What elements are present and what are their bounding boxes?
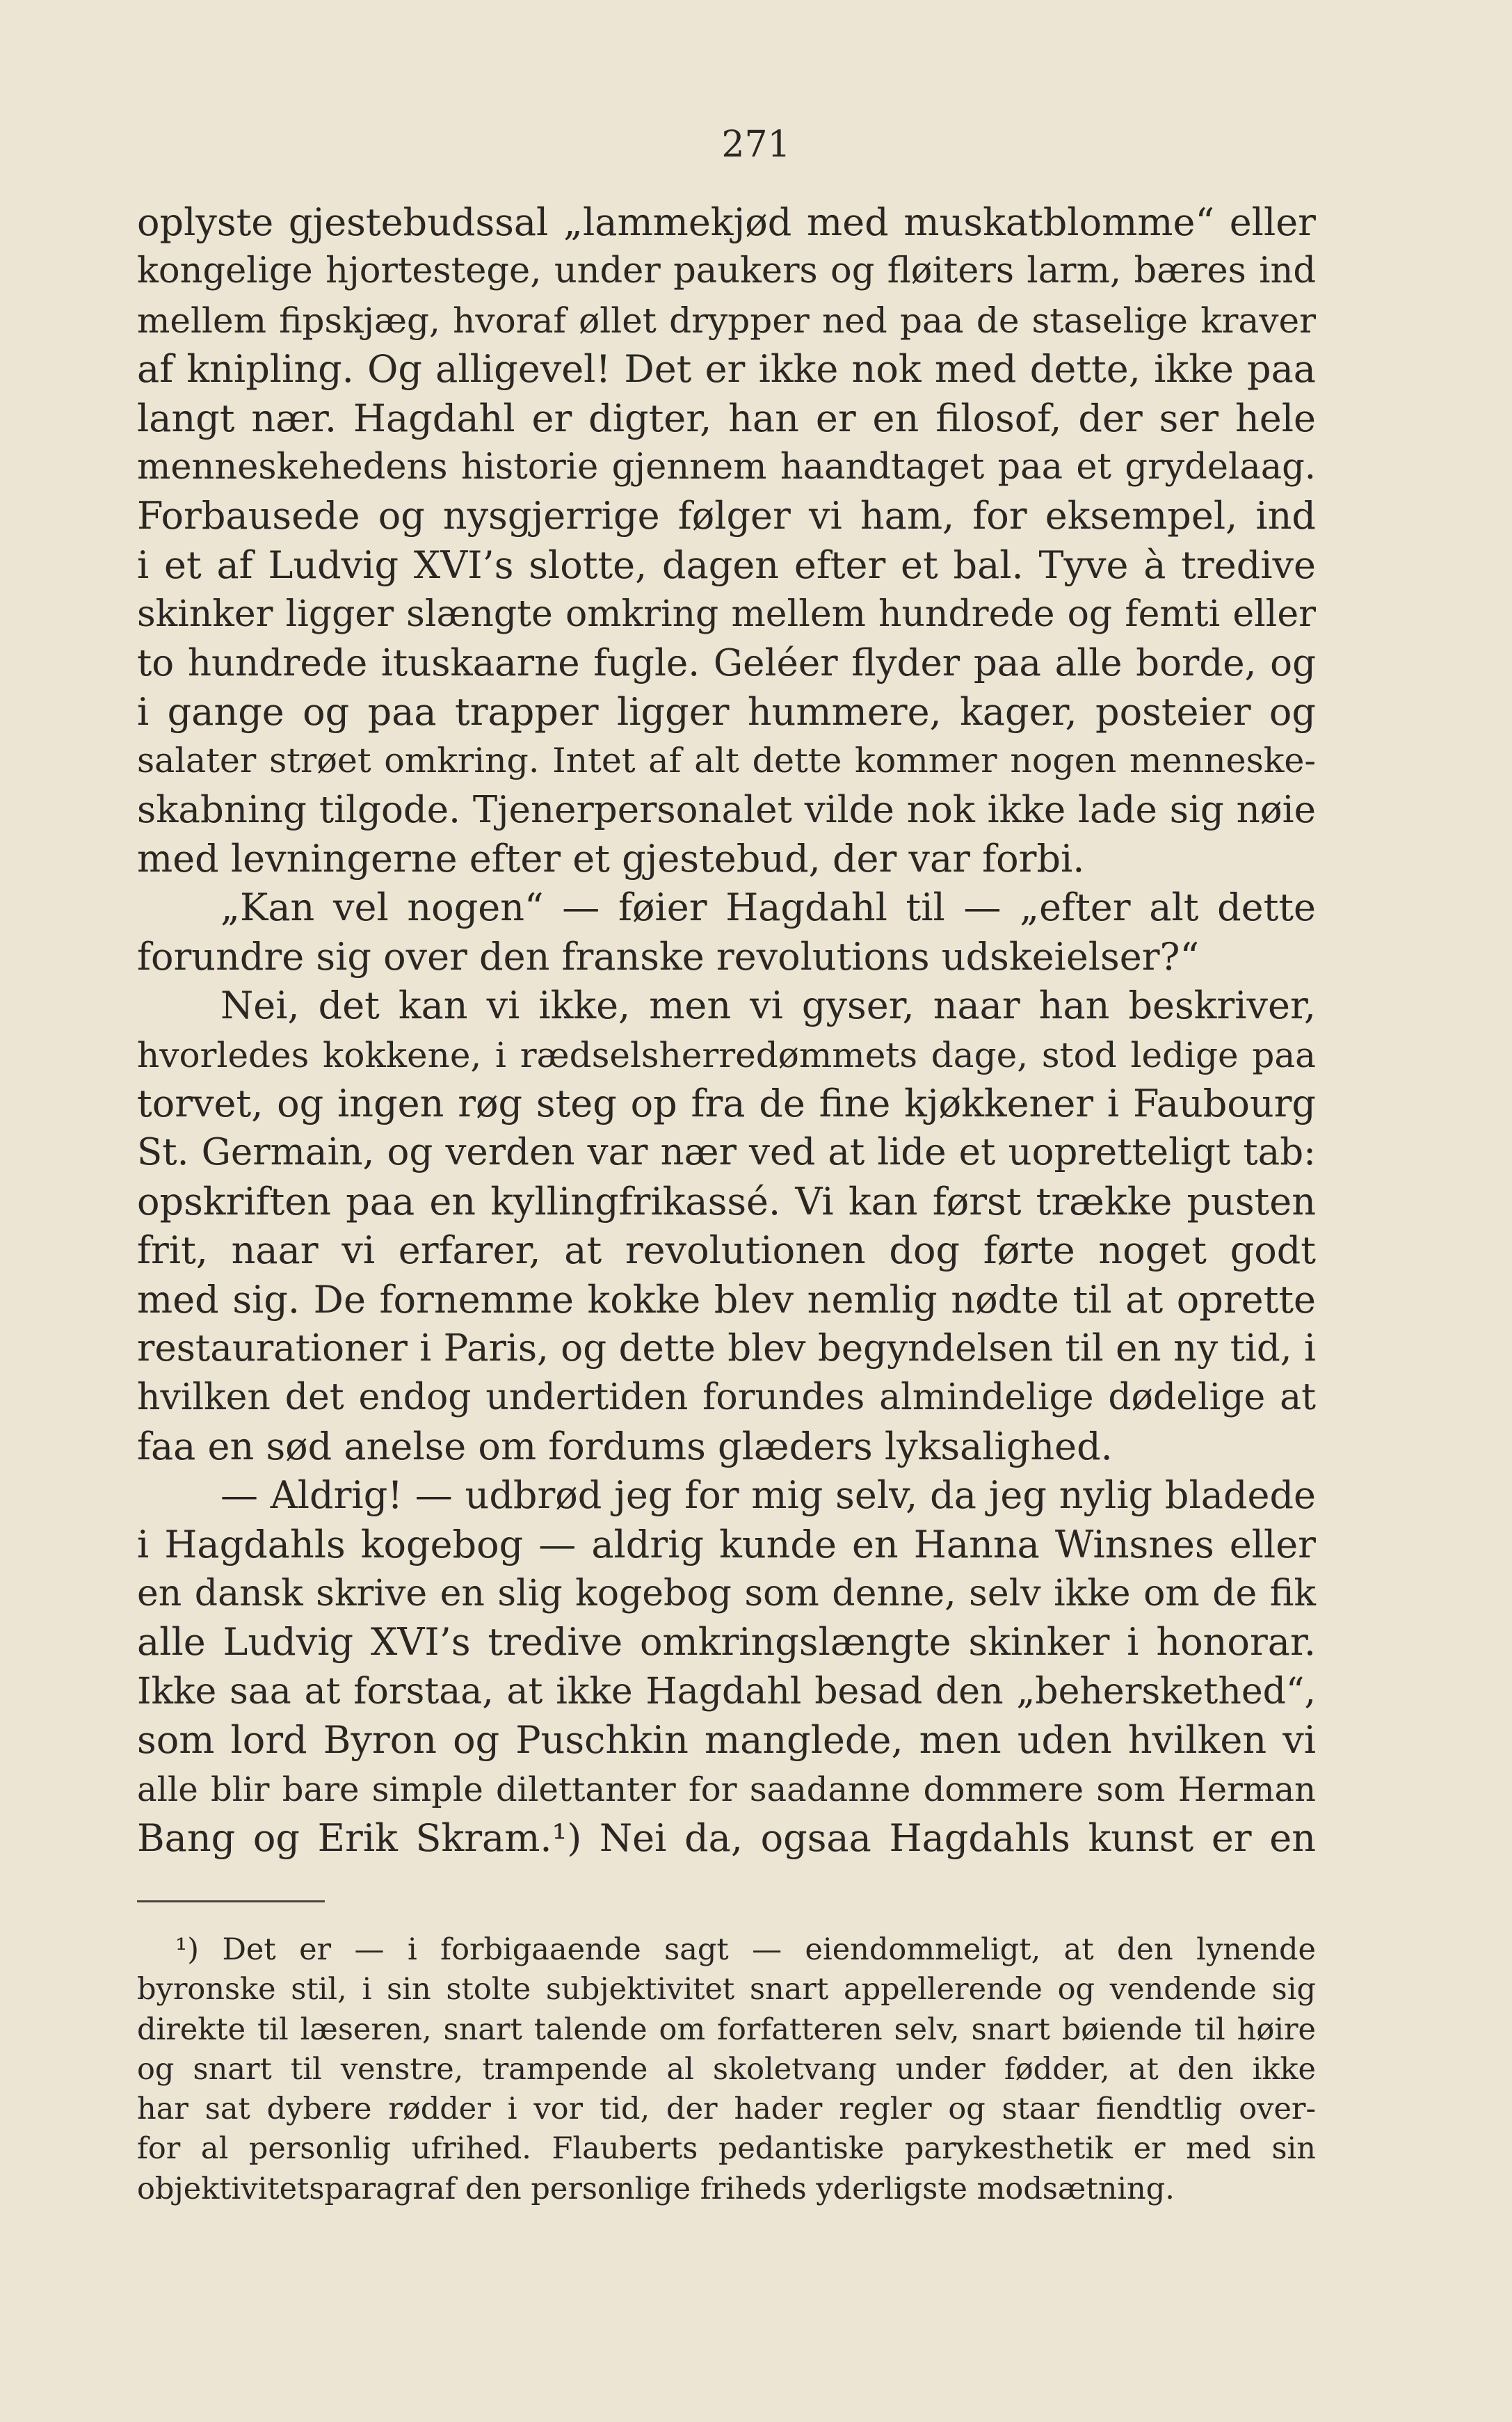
- footnote: [137, 1930, 1316, 2209]
- text-line: Nei, det kan vi ikke, men vi gyser, naar han beskriver,: [220, 984, 1316, 1028]
- text-line: faa en sød anelse om fordums glæders lyksalighed.: [137, 1424, 1113, 1468]
- text-line: torvet, og ingen røg steg op fra de fine kjøkkener i Faubourg: [137, 1082, 1316, 1126]
- text-line: med sig. De fornemme kokke blev nemlig nødte til at oprette: [137, 1277, 1316, 1322]
- text-line: oplyste gjestebudssal „lammekjød med muskatblomme“ eller: [137, 200, 1316, 244]
- footnote-line: for al personlig ufrihed. Flauberts pedantiske parykesthetik er med sin: [137, 2131, 1316, 2167]
- footnote-line: byronske stil, i sin stolte subjektivitet snart appellerende og vendende sig: [137, 1972, 1316, 2007]
- footnote-line: har sat dybere rødder i vor tid, der hader regler og staar fiendtlig over-: [137, 2092, 1316, 2127]
- page-number: 271: [721, 124, 791, 166]
- text-line: alle Ludvig XVI’s tredive omkringslængte skinker i honorar.: [137, 1620, 1316, 1665]
- text-line: med levningerne efter et gjestebud, der var forbi.: [137, 837, 1085, 881]
- text-line: hvilken det endog undertiden forundes almindelige dødelige at: [137, 1377, 1316, 1419]
- main-text: [137, 198, 1316, 1863]
- text-line: St. Germain, og verden var nær ved at lide et uopretteligt tab:: [137, 1131, 1316, 1174]
- footnote-line: direkte til læseren, snart talende om forfatteren selv, snart bøiende til høire: [137, 2012, 1316, 2047]
- text-line: opskriften paa en kyllingfrikassé. Vi kan først trække pusten: [137, 1179, 1316, 1224]
- text-line: Ikke saa at forstaa, at ikke Hagdahl besad den „beherskethed“,: [137, 1670, 1316, 1713]
- text-line: alle blir bare simple dilettanter for saadanne dommere som Herman: [137, 1770, 1316, 1809]
- text-line: Bang og Erik Skram.¹) Nei da, ogsaa Hagdahls kunst er en: [137, 1815, 1316, 1860]
- text-line: to hundrede ituskaarne fugle. Geléer flyder paa alle borde, og: [137, 641, 1316, 684]
- text-line: Forbausede og nysgjerrige følger vi ham, for eksempel, ind: [137, 494, 1316, 538]
- text-line: forundre sig over den franske revolutions udskeielser?“: [137, 934, 1200, 979]
- footnote-line: objektivitetsparagraf den personlige friheds yderligste modsætning.: [137, 2171, 1175, 2206]
- text-line: i Hagdahls kogebog — aldrig kunde en Hanna Winsnes eller: [137, 1522, 1316, 1566]
- footnote-divider: [137, 1900, 325, 1902]
- text-line: skabning tilgode. Tjenerpersonalet vilde nok ikke lade sig nøie: [137, 788, 1316, 831]
- text-line: frit, naar vi erfarer, at revolutionen dog førte noget godt: [137, 1228, 1316, 1273]
- footnote-line: og snart til venstre, trampende al skoletvang under fødder, at den ikke: [137, 2051, 1316, 2087]
- text-line: som lord Byron og Puschkin manglede, men uden hvilken vi: [137, 1718, 1316, 1763]
- text-line: — Aldrig! — udbrød jeg for mig selv, da jeg nylig bladede: [220, 1473, 1316, 1518]
- footnote-line: ¹) Det er — i forbigaaende sagt — eiendommeligt, at den lynende: [175, 1932, 1316, 1967]
- text-line: hvorledes kokkene, i rædselsherredømmets dage, stod ledige paa: [137, 1034, 1316, 1075]
- text-line: menneskehedens historie gjennem haandtaget paa et grydelaag.: [137, 446, 1316, 488]
- text-line: „Kan vel nogen“ — føier Hagdahl til — „efter alt dette: [220, 885, 1316, 930]
- text-line: restaurationer i Paris, og dette blev begyndelsen til en ny tid, i: [137, 1326, 1316, 1370]
- text-line: kongelige hjortestege, under paukers og fløiters larm, bæres ind: [137, 250, 1316, 292]
- text-line: langt nær. Hagdahl er digter, han er en filosof, der ser hele: [137, 396, 1316, 440]
- text-line: i et af Ludvig XVI’s slotte, dagen efter et bal. Tyve à tredive: [137, 543, 1316, 587]
- text-line: af knipling. Og alligevel! Det er ikke nok med dette, ikke paa: [137, 347, 1316, 392]
- text-line: skinker ligger slængte omkring mellem hundrede og femti eller: [137, 593, 1316, 636]
- text-line: i gange og paa trapper ligger hummere, kager, posteier og: [137, 689, 1316, 734]
- text-line: mellem fipskjæg, hvoraf øllet drypper ned paa de staselige kraver: [137, 300, 1316, 341]
- text-line: en dansk skrive en slig kogebog som denne, selv ikke om de fik: [137, 1572, 1316, 1614]
- text-line: salater strøet omkring. Intet af alt dette kommer nogen menneske-: [137, 741, 1316, 781]
